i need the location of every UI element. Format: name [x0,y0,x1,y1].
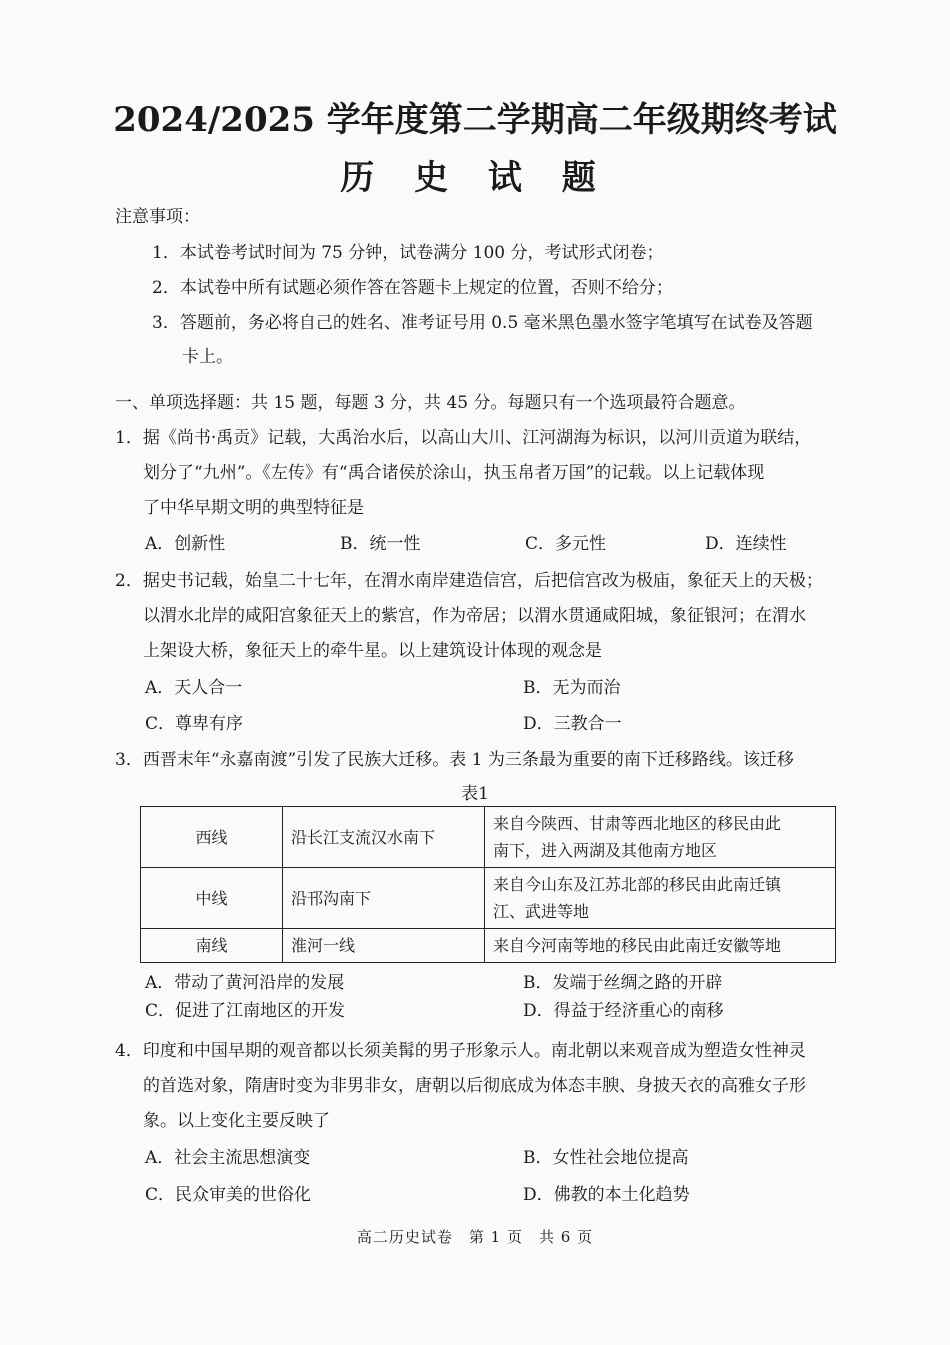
question-1-line: 了中华早期文明的典型特征是 [143,498,364,518]
question-4-line: 的首选对象，隋唐时变为非男非女，唐朝以后彻底成为体态丰腴、身披天衣的高雅女子形 [143,1076,806,1096]
exam-title: 2024/2025 学年度第二学期高二年级期终考试 [113,100,837,140]
q1-option-c: C．多元性 [525,534,607,554]
q4-option-a: A．社会主流思想演变 [145,1148,311,1168]
q4-option-d: D．佛教的本土化趋势 [523,1185,690,1205]
page-footer: 高二历史试卷 第 1 页 共 6 页 [356,1228,594,1246]
notice-heading: 注意事项： [115,207,200,227]
table-cell: 沿长江支流汉水南下 [283,807,485,868]
q2-option-c: C．尊卑有序 [145,714,244,734]
table-cell: 南线 [141,929,283,963]
q3-option-c: C．促进了江南地区的开发 [145,1001,346,1021]
notice-item: 卡上。 [182,347,233,367]
question-4-line: 4．印度和中国早期的观音都以长须美髯的男子形象示人。南北朝以来观音成为塑造女性神灵 [115,1041,806,1061]
question-4-line: 象。以上变化主要反映了 [143,1111,330,1131]
table-cell: 西线 [141,807,283,868]
table-cell-line: 南下，进入两湖及其他南方地区 [493,841,718,860]
notice-item: 1．本试卷考试时间为 75 分钟，试卷满分 100 分，考试形式闭卷； [152,243,664,263]
migration-table [140,806,836,963]
subject-title: 历 史 试 题 [340,158,610,198]
table-cell-line: 江、武进等地 [493,902,590,921]
q3-option-a: A．带动了黄河沿岸的发展 [145,973,345,993]
notice-item: 3．答题前，务必将自己的姓名、准考证号用 0.5 毫米黑色墨水签字笔填写在试卷及答题 [152,313,813,333]
q4-option-c: C．民众审美的世俗化 [145,1185,312,1205]
table-row [141,929,836,963]
q2-option-d: D．三教合一 [523,714,622,734]
q3-option-d: D．得益于经济重心的南移 [523,1001,724,1021]
table-caption: 表1 [461,784,489,804]
table-cell-line: 来自今陕西、甘肃等西北地区的移民由此 [493,814,782,833]
table-cell: 淮河一线 [283,929,485,963]
q1-option-a: A．创新性 [145,534,226,554]
table-cell-line: 来自今山东及江苏北部的移民由此南迁镇 [493,875,782,894]
q1-option-b: B．统一性 [340,534,421,554]
table-cell: 沿邗沟南下 [283,868,485,929]
question-1-line: 1．据《尚书·禹贡》记载，大禹治水后，以高山大川、江河湖海为标识，以河川贡道为联结， [115,428,812,448]
question-2-line: 以渭水北岸的咸阳宫象征天上的紫宫，作为帝居；以渭水贯通咸阳城，象征银河；在渭水 [143,606,806,626]
table-cell: 中线 [141,868,283,929]
table-cell [485,807,836,868]
table-row [141,807,836,868]
q1-option-d: D．连续性 [705,534,787,554]
question-2-line: 上架设大桥，象征天上的牵牛星。以上建筑设计体现的观念是 [143,641,602,661]
question-3-line: 3．西晋末年“永嘉南渡”引发了民族大迁移。表 1 为三条最为重要的南下迁移路线。该迁移 [115,750,794,770]
table-cell [485,868,836,929]
q2-option-a: A．天人合一 [145,678,243,698]
question-1-line: 划分了“九州”。《左传》有“禹合诸侯於涂山，执玉帛者万国”的记载。以上记载体现 [143,463,765,483]
question-2-line: 2．据史书记载，始皇二十七年，在渭水南岸建造信宫，后把信宫改为极庙，象征天上的天极； [115,571,823,591]
q3-option-b: B．发端于丝绸之路的开辟 [523,973,723,993]
q4-option-b: B．女性社会地位提高 [523,1148,689,1168]
notice-item: 2．本试卷中所有试题必须作答在答题卡上规定的位置，否则不给分； [152,278,673,298]
table-cell: 来自今河南等地的移民由此南迁安徽等地 [485,929,836,963]
table-row [141,868,836,929]
section-heading: 一、单项选择题：共 15 题，每题 3 分，共 45 分。每题只有一个选项最符合题意。 [115,393,746,413]
q2-option-b: B．无为而治 [523,678,621,698]
